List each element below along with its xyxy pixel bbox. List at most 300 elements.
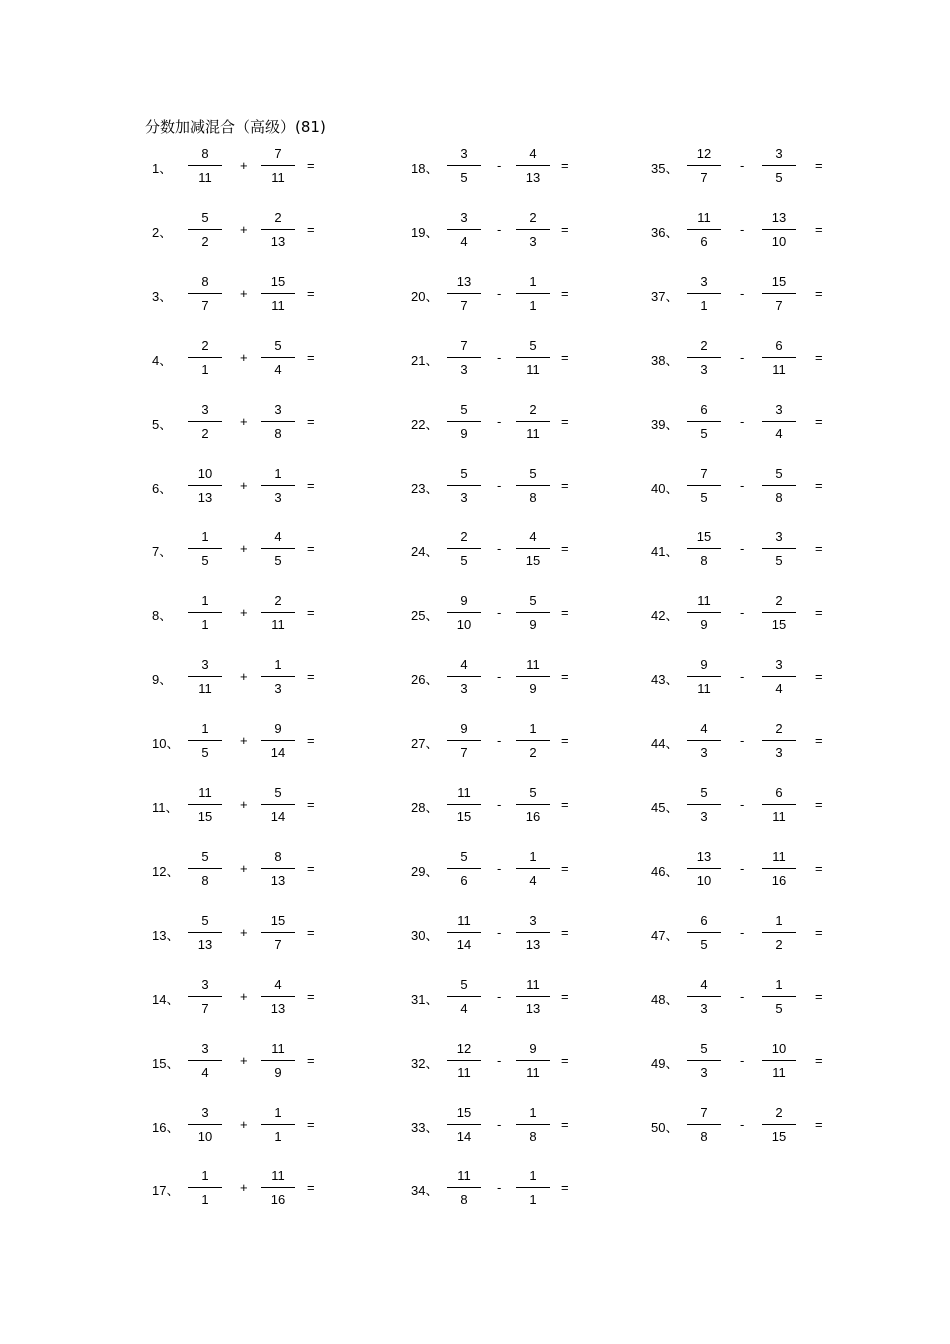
problem-row [152, 337, 392, 380]
operator: - [497, 924, 502, 940]
first-fraction [687, 659, 721, 699]
problem-row [651, 531, 891, 571]
fraction-bar [188, 1124, 222, 1125]
first-fraction [447, 848, 481, 891]
problem-number: 27、 [411, 736, 439, 752]
denominator: 13 [525, 170, 541, 185]
denominator: 3 [700, 809, 708, 824]
second-fraction [762, 595, 796, 635]
fraction-bar [687, 740, 721, 741]
equals-sign: = [561, 860, 569, 876]
fraction-bar [687, 421, 721, 422]
equals-sign: = [815, 669, 823, 685]
equals-sign: = [307, 988, 315, 1004]
numerator: 1 [529, 273, 537, 289]
first-fraction [188, 848, 222, 891]
fraction-bar [261, 548, 295, 549]
problem-number: 6、 [152, 480, 173, 496]
second-fraction [261, 912, 295, 955]
fraction-bar [516, 293, 550, 294]
denominator: 4 [274, 361, 282, 377]
denominator: 11 [697, 681, 711, 697]
first-fraction [188, 1104, 222, 1147]
problem-row [411, 465, 651, 508]
denominator: 3 [700, 361, 708, 377]
second-fraction [261, 465, 295, 508]
first-fraction [188, 787, 222, 827]
problem-row [411, 912, 651, 955]
denominator: 13 [270, 233, 286, 249]
denominator: 5 [775, 553, 783, 569]
problem-row [152, 1040, 392, 1083]
denominator: 3 [700, 1064, 708, 1080]
first-fraction [188, 273, 222, 316]
fraction-bar [516, 357, 550, 358]
first-fraction [188, 531, 222, 571]
operator: + [240, 221, 248, 237]
fraction-bar [261, 165, 295, 166]
first-fraction [447, 659, 481, 699]
denominator: 11 [526, 425, 540, 441]
fraction-bar [516, 612, 550, 613]
numerator: 1 [775, 912, 783, 928]
problem-number: 3、 [152, 288, 173, 304]
second-fraction [516, 787, 550, 827]
numerator: 13 [456, 273, 472, 289]
numerator: 15 [696, 529, 712, 545]
second-fraction [261, 337, 295, 380]
problem-number: 13、 [152, 927, 180, 943]
first-fraction [188, 209, 222, 252]
equals-sign: = [561, 541, 569, 557]
denominator: 11 [271, 170, 285, 185]
denominator: 1 [529, 297, 537, 313]
numerator: 2 [460, 529, 468, 545]
equals-sign: = [561, 221, 569, 237]
numerator: 4 [529, 146, 537, 161]
second-fraction [762, 1040, 796, 1083]
fraction-bar [261, 421, 295, 422]
fraction-bar [687, 1060, 721, 1061]
equals-sign: = [561, 413, 569, 429]
first-fraction [188, 912, 222, 955]
first-fraction [687, 976, 721, 1019]
operator: - [740, 605, 745, 621]
denominator: 11 [271, 617, 285, 633]
operator: - [740, 349, 745, 365]
denominator: 3 [700, 745, 708, 761]
numerator: 9 [274, 721, 282, 737]
equals-sign: = [561, 924, 569, 940]
numerator: 5 [201, 912, 209, 928]
denominator: 13 [197, 489, 213, 505]
first-fraction [447, 1170, 481, 1210]
operator: + [240, 1116, 248, 1132]
first-fraction [687, 148, 721, 188]
problem-row [152, 848, 392, 891]
problem-number: 47、 [651, 927, 679, 943]
numerator: 3 [460, 209, 468, 225]
equals-sign: = [307, 158, 315, 173]
denominator: 9 [460, 425, 468, 441]
denominator: 8 [700, 1128, 708, 1144]
operator: - [497, 477, 502, 493]
problem-number: 23、 [411, 480, 439, 496]
numerator: 15 [270, 912, 286, 928]
problem-row [411, 401, 651, 444]
first-fraction [447, 1040, 481, 1083]
operator: - [740, 988, 745, 1004]
operator: + [240, 924, 248, 940]
denominator: 13 [525, 1000, 541, 1016]
numerator: 15 [270, 273, 286, 289]
second-fraction [762, 848, 796, 891]
numerator: 3 [700, 273, 708, 289]
numerator: 3 [775, 146, 783, 161]
numerator: 1 [201, 721, 209, 737]
fraction-bar [762, 421, 796, 422]
numerator: 1 [274, 657, 282, 673]
problem-number: 20、 [411, 288, 439, 304]
denominator: 5 [274, 553, 282, 569]
denominator: 3 [460, 489, 468, 505]
fraction-bar [516, 996, 550, 997]
numerator: 4 [700, 721, 708, 737]
problem-number: 34、 [411, 1183, 439, 1199]
equals-sign: = [815, 797, 823, 812]
denominator: 11 [198, 681, 212, 697]
fraction-bar [188, 548, 222, 549]
second-fraction [762, 912, 796, 955]
first-fraction [447, 787, 481, 827]
equals-sign: = [815, 924, 823, 940]
operator: - [740, 669, 745, 685]
numerator: 5 [460, 401, 468, 417]
second-fraction [762, 148, 796, 188]
fraction-bar [516, 548, 550, 549]
numerator: 1 [529, 1168, 537, 1184]
second-fraction [261, 595, 295, 635]
equals-sign: = [307, 733, 315, 749]
denominator: 3 [460, 681, 468, 697]
fraction-bar [762, 1124, 796, 1125]
numerator: 11 [198, 785, 212, 800]
problem-number: 17、 [152, 1183, 180, 1199]
second-fraction [516, 337, 550, 380]
equals-sign: = [307, 221, 315, 237]
numerator: 11 [271, 1040, 285, 1056]
numerator: 5 [700, 785, 708, 800]
problem-number: 24、 [411, 544, 439, 560]
second-fraction [261, 531, 295, 571]
denominator: 2 [201, 425, 209, 441]
fraction-bar [762, 357, 796, 358]
first-fraction [687, 337, 721, 380]
fraction-bar [188, 1187, 222, 1188]
second-fraction [516, 1040, 550, 1083]
operator: - [497, 733, 502, 749]
denominator: 6 [460, 872, 468, 888]
denominator: 8 [460, 1192, 468, 1208]
denominator: 5 [201, 553, 209, 569]
numerator: 5 [274, 785, 282, 800]
denominator: 13 [270, 1000, 286, 1016]
equals-sign: = [561, 1116, 569, 1132]
problem-number: 31、 [411, 991, 439, 1007]
operator: - [740, 924, 745, 940]
problem-row [152, 465, 392, 508]
second-fraction [762, 787, 796, 827]
problem-number: 40、 [651, 480, 679, 496]
first-fraction [687, 595, 721, 635]
problem-row [411, 273, 651, 316]
numerator: 5 [460, 465, 468, 481]
fraction-bar [687, 357, 721, 358]
denominator: 8 [529, 1128, 537, 1144]
denominator: 11 [772, 361, 786, 377]
problem-row [411, 1170, 651, 1210]
problem-row [651, 723, 891, 763]
problem-number: 11、 [152, 800, 179, 815]
fraction-bar [261, 229, 295, 230]
problem-number: 16、 [152, 1119, 180, 1135]
problem-number: 19、 [411, 224, 439, 240]
numerator: 5 [529, 785, 537, 800]
numerator: 1 [201, 529, 209, 545]
numerator: 7 [700, 465, 708, 481]
fraction-bar [687, 932, 721, 933]
equals-sign: = [815, 988, 823, 1004]
second-fraction [516, 912, 550, 955]
equals-sign: = [307, 924, 315, 940]
second-fraction [762, 1104, 796, 1147]
denominator: 3 [274, 489, 282, 505]
second-fraction [516, 723, 550, 763]
problem-number: 28、 [411, 800, 439, 815]
operator: + [240, 797, 248, 812]
fraction-bar [447, 996, 481, 997]
operator: + [240, 349, 248, 365]
fraction-bar [447, 612, 481, 613]
fraction-bar [188, 932, 222, 933]
first-fraction [447, 148, 481, 188]
equals-sign: = [307, 477, 315, 493]
denominator: 15 [197, 809, 213, 824]
fraction-bar [447, 868, 481, 869]
numerator: 2 [201, 337, 209, 353]
denominator: 13 [197, 936, 213, 952]
equals-sign: = [307, 541, 315, 557]
numerator: 5 [529, 337, 537, 353]
numerator: 2 [529, 209, 537, 225]
denominator: 9 [274, 1064, 282, 1080]
denominator: 15 [525, 553, 541, 569]
denominator: 8 [775, 489, 783, 505]
first-fraction [687, 723, 721, 763]
problem-number: 10、 [152, 736, 180, 752]
second-fraction [762, 531, 796, 571]
operator: + [240, 413, 248, 429]
numerator: 5 [460, 848, 468, 864]
operator: + [240, 860, 248, 876]
numerator: 2 [700, 337, 708, 353]
numerator: 11 [271, 1168, 285, 1184]
problem-number: 48、 [651, 991, 679, 1007]
numerator: 1 [274, 1104, 282, 1120]
problem-row [411, 209, 651, 252]
fraction-bar [261, 485, 295, 486]
numerator: 15 [456, 1104, 472, 1120]
fraction-bar [188, 612, 222, 613]
second-fraction [261, 659, 295, 699]
operator: - [740, 860, 745, 876]
operator: - [740, 221, 745, 237]
equals-sign: = [815, 860, 823, 876]
denominator: 4 [775, 681, 783, 697]
denominator: 9 [529, 617, 537, 633]
fraction-bar [188, 229, 222, 230]
fraction-bar [687, 676, 721, 677]
numerator: 5 [529, 593, 537, 609]
first-fraction [687, 787, 721, 827]
fraction-bar [261, 293, 295, 294]
operator: - [497, 285, 502, 301]
denominator: 5 [775, 1000, 783, 1016]
first-fraction [188, 723, 222, 763]
operator: - [497, 797, 502, 812]
denominator: 5 [775, 170, 783, 185]
numerator: 11 [772, 848, 786, 864]
denominator: 6 [700, 233, 708, 249]
fraction-bar [447, 1124, 481, 1125]
denominator: 7 [460, 745, 468, 761]
fraction-bar [188, 1060, 222, 1061]
fraction-bar [516, 229, 550, 230]
numerator: 4 [274, 976, 282, 992]
denominator: 11 [526, 1064, 540, 1080]
equals-sign: = [561, 285, 569, 301]
problem-number: 37、 [651, 288, 679, 304]
fraction-bar [687, 293, 721, 294]
second-fraction [516, 148, 550, 188]
equals-sign: = [307, 669, 315, 685]
problem-row [411, 1040, 651, 1083]
second-fraction [516, 209, 550, 252]
problem-number: 43、 [651, 672, 679, 688]
fraction-bar [762, 740, 796, 741]
equals-sign: = [815, 605, 823, 621]
fraction-bar [261, 612, 295, 613]
first-fraction [447, 976, 481, 1019]
fraction-bar [261, 740, 295, 741]
operator: + [240, 733, 248, 749]
second-fraction [261, 976, 295, 1019]
second-fraction [762, 273, 796, 316]
first-fraction [188, 659, 222, 699]
second-fraction [261, 209, 295, 252]
numerator: 2 [775, 721, 783, 737]
equals-sign: = [561, 605, 569, 621]
numerator: 11 [457, 1168, 471, 1184]
numerator: 3 [274, 401, 282, 417]
numerator: 1 [529, 721, 537, 737]
operator: - [497, 988, 502, 1004]
fraction-bar [762, 612, 796, 613]
numerator: 10 [771, 1040, 787, 1056]
denominator: 7 [201, 1000, 209, 1016]
fraction-bar [447, 804, 481, 805]
denominator: 16 [525, 809, 541, 824]
first-fraction [447, 912, 481, 955]
denominator: 7 [775, 297, 783, 313]
equals-sign: = [815, 733, 823, 749]
first-fraction [687, 1104, 721, 1147]
second-fraction [762, 723, 796, 763]
operator: - [740, 413, 745, 429]
denominator: 11 [526, 361, 540, 377]
numerator: 9 [460, 721, 468, 737]
numerator: 7 [274, 146, 282, 161]
denominator: 5 [700, 936, 708, 952]
problem-row [651, 1104, 891, 1147]
fraction-bar [447, 548, 481, 549]
fraction-bar [687, 229, 721, 230]
denominator: 10 [197, 1128, 213, 1144]
operator: - [497, 1116, 502, 1132]
fraction-bar [762, 676, 796, 677]
first-fraction [687, 209, 721, 252]
problem-number: 41、 [651, 544, 679, 560]
second-fraction [261, 401, 295, 444]
equals-sign: = [561, 1180, 569, 1196]
denominator: 9 [529, 681, 537, 697]
equals-sign: = [307, 1116, 315, 1132]
denominator: 11 [772, 1064, 786, 1080]
fraction-bar [261, 1187, 295, 1188]
second-fraction [516, 1170, 550, 1210]
operator: - [497, 1180, 502, 1196]
problem-row [411, 976, 651, 1019]
fraction-bar [447, 1060, 481, 1061]
denominator: 1 [201, 361, 209, 377]
equals-sign: = [561, 477, 569, 493]
denominator: 5 [700, 489, 708, 505]
problem-number: 2、 [152, 224, 173, 240]
operator: - [740, 541, 745, 557]
problem-number: 8、 [152, 608, 173, 624]
problem-row [152, 273, 392, 316]
fraction-bar [687, 548, 721, 549]
first-fraction [447, 401, 481, 444]
equals-sign: = [815, 349, 823, 365]
first-fraction [188, 401, 222, 444]
equals-sign: = [815, 158, 823, 173]
denominator: 16 [270, 1192, 286, 1208]
fraction-bar [687, 804, 721, 805]
numerator: 3 [529, 912, 537, 928]
problem-row [411, 531, 651, 571]
operator: - [740, 1052, 745, 1068]
first-fraction [687, 848, 721, 891]
fraction-bar [762, 868, 796, 869]
problem-number: 44、 [651, 736, 679, 752]
equals-sign: = [307, 1180, 315, 1196]
problem-number: 29、 [411, 863, 439, 879]
denominator: 15 [771, 1128, 787, 1144]
problem-number: 7、 [152, 544, 173, 560]
operator: - [740, 1116, 745, 1132]
problem-row [651, 595, 891, 635]
